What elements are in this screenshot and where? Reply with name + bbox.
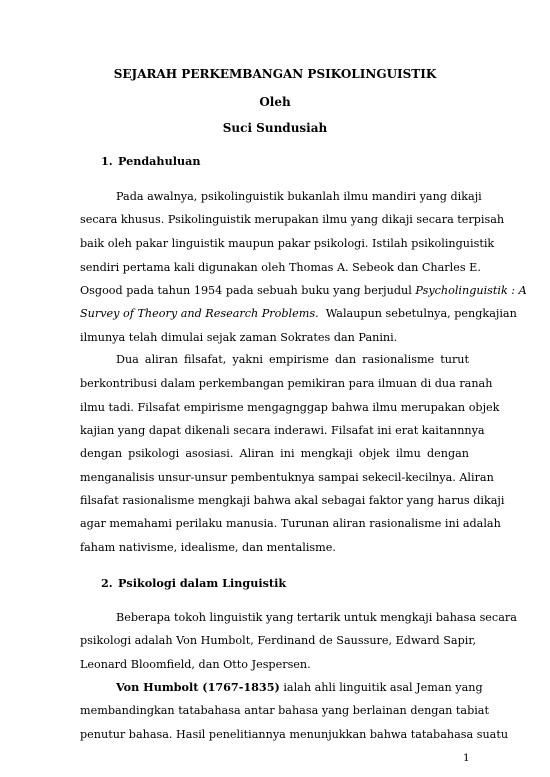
section-heading-2 (101, 577, 286, 590)
paragraph-line (80, 284, 527, 298)
paragraph-line: ilmu tadi. Filsafat empirisme mengagnggap bahwa ilmu merupakan objek (80, 401, 500, 414)
byline-label: Oleh (259, 95, 291, 109)
paragraph-line (116, 680, 483, 695)
paragraph-line: Dua aliran filsafat, yakni empirisme dan rasionalisme turut (116, 353, 469, 366)
paragraph-line: ilmunya telah dimulai sejak zaman Sokrates dan Panini. (80, 331, 398, 344)
bold-name: Von Humbolt (1767-1835) (116, 680, 280, 694)
author-name: Suci Sundusiah (222, 121, 328, 135)
paragraph-line: secara khusus. Psikolinguistik merupakan ilmu yang dikaji secara terpisah (80, 213, 505, 226)
paragraph-line: psikologi adalah Von Humbolt, Ferdinand de Saussure, Edward Sapir, (80, 634, 477, 647)
paragraph-line: agar memahami perilaku manusia. Turunan aliran rasionalisme ini adalah (80, 517, 501, 530)
book-title-italic: Survey of Theory and Research Problems. (80, 307, 319, 320)
section-number: 1. (101, 154, 113, 168)
paragraph-line: Beberapa tokoh linguistik yang tertarik untuk mengkaji bahasa secara (116, 611, 517, 624)
paragraph-line: dengan psikologi asosiasi. Aliran ini mengkaji objek ilmu dengan (80, 447, 469, 460)
paragraph-line: menganalisis unsur-unsur pembentuknya sampai sekecil-kecilnya. Aliran (80, 471, 494, 484)
paragraph-line: baik oleh pakar linguistik maupun pakar psikologi. Istilah psikolinguistik (80, 237, 495, 250)
text-span: Walaupun sebetulnya, pengkajian (325, 307, 517, 320)
paragraph-line (80, 307, 517, 321)
paragraph-line: berkontribusi dalam perkembangan pemikiran para ilmuan di dua ranah (80, 377, 493, 390)
page-number: 1 (463, 752, 470, 764)
paragraph-line: filsafat rasionalisme mengkaji bahwa akal sebagai faktor yang harus dikaji (80, 494, 505, 507)
paragraph-line: faham nativisme, idealisme, dan mentalisme. (80, 541, 336, 554)
book-title-italic: Psycholinguistik : A (415, 284, 527, 297)
document-title: SEJARAH PERKEMBANGAN PSIKOLINGUISTIK (113, 67, 437, 81)
paragraph-line: kajian yang dapat dikenali secara inderawi. Filsafat ini erat kaitannnya (80, 424, 485, 437)
paragraph-line: membandingkan tatabahasa antar bahasa yang berlainan dengan tabiat (80, 704, 489, 717)
section-title: Psikologi dalam Linguistik (118, 576, 287, 590)
paragraph-line: sendiri pertama kali digunakan oleh Thomas A. Sebeok dan Charles E. (80, 261, 481, 274)
section-heading-1 (101, 155, 200, 168)
paragraph-line: Leonard Bloomfield, dan Otto Jespersen. (80, 658, 311, 671)
section-title: Pendahuluan (118, 154, 201, 168)
text-span: Osgood pada tahun 1954 pada sebuah buku yang berjudul (80, 284, 412, 297)
paragraph-line: penutur bahasa. Hasil penelitiannya menunjukkan bahwa tatabahasa suatu (80, 728, 509, 741)
section-number: 2. (101, 576, 113, 590)
text-span: ialah ahli linguitik asal Jeman yang (283, 681, 483, 694)
paragraph-line: Pada awalnya, psikolinguistik bukanlah ilmu mandiri yang dikaji (116, 190, 482, 203)
